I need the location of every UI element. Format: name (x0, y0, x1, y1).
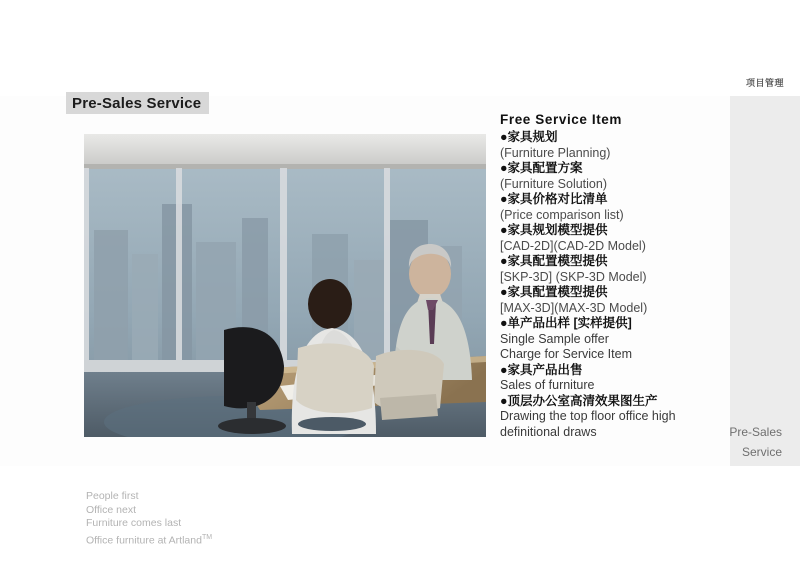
service-item-cn-0: ●家具规划 (500, 130, 558, 144)
service-item-en-6: Single Sample offer (500, 331, 609, 346)
service-item-en-5: [MAX-3D](MAX-3D Model) (500, 300, 648, 315)
free-service-list (500, 112, 728, 440)
charge-service-heading: Charge for Service Item (500, 347, 632, 361)
service-item-cn-6: ●单产品出样 [实样提供] (500, 316, 632, 330)
footer-slogan (86, 490, 212, 548)
footer-line-2: Office next (86, 503, 136, 516)
service-item-en-4: [SKP-3D] (SKP-3D Model) (500, 269, 647, 284)
service-item-cn-1: ●家具配置方案 (500, 161, 583, 175)
footer-line-4-text: Office furniture at Artland (86, 534, 202, 546)
footer-line-1: People first (86, 490, 139, 502)
side-tab-line-2: Service (741, 445, 782, 459)
meeting-photo (84, 134, 486, 437)
footer-line-3: Furniture comes last (86, 517, 182, 529)
service-item-en-3: [CAD-2D](CAD-2D Model) (500, 238, 646, 253)
service-item-en-1: (Furniture Solution) (500, 176, 607, 191)
service-item-cn-5: ●家具配置模型提供 (500, 285, 608, 299)
side-tab-line-1: Pre-Sales (729, 425, 782, 439)
charge-item-cn-1: ●顶层办公室高清效果图生产 (500, 393, 658, 408)
trademark-mark: TM (201, 533, 213, 541)
service-item-en-0: (Furniture Planning) (500, 145, 611, 160)
service-item-cn-3: ●家具规划模型提供 (500, 223, 608, 237)
free-service-heading: Free Service Item (500, 112, 623, 127)
footer-line-4 (86, 531, 212, 548)
charge-item-en-0: Sales of furniture (500, 378, 595, 392)
service-item-cn-4: ●家具配置模型提供 (500, 254, 608, 268)
charge-item-cn-0: ●家具产品出售 (500, 362, 583, 377)
top-right-label: 项目管理 (745, 78, 784, 88)
side-tab[interactable] (729, 422, 782, 462)
charge-item-en-1: Drawing the top floor office high definitional draws (500, 409, 676, 439)
photo-illustration (84, 134, 486, 437)
page-title: Pre-Sales Service (72, 94, 202, 112)
service-item-en-2: (Price comparison list) (500, 207, 624, 222)
service-item-cn-2: ●家具价格对比清单 (500, 192, 608, 206)
page-title-bar (66, 92, 209, 114)
